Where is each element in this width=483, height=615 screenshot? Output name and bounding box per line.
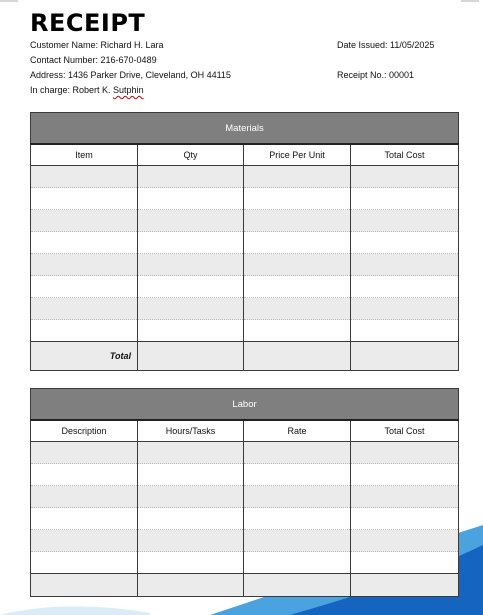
labor-cell[interactable] [351, 486, 459, 508]
materials-row [31, 320, 459, 342]
materials-cell[interactable] [244, 166, 351, 188]
labor-cell[interactable] [31, 442, 138, 464]
labor-cell[interactable] [244, 442, 351, 464]
customer-name: Customer Name: Richard H. Lara [30, 40, 164, 50]
labor-cell[interactable] [138, 530, 244, 552]
labor-cell[interactable] [351, 508, 459, 530]
address: Address: 1436 Parker Drive, Cleveland, OH 44115 [30, 70, 231, 80]
labor-cell[interactable] [31, 530, 138, 552]
materials-cell[interactable] [138, 276, 244, 298]
materials-cell[interactable] [244, 188, 351, 210]
materials-cell[interactable] [351, 298, 459, 320]
materials-col-qty: Qty [138, 144, 244, 166]
materials-cell[interactable] [351, 276, 459, 298]
labor-cell[interactable] [244, 530, 351, 552]
materials-cell[interactable] [31, 210, 138, 232]
labor-cell[interactable] [138, 508, 244, 530]
labor-row [31, 552, 459, 574]
labor-col-description: Description [31, 420, 138, 442]
materials-col-total-cost: Total Cost [351, 144, 459, 166]
materials-cell[interactable] [31, 188, 138, 210]
labor-cell[interactable] [351, 574, 459, 597]
labor-col-rate: Rate [244, 420, 351, 442]
labor-col-hours-tasks: Hours/Tasks [138, 420, 244, 442]
materials-row [31, 254, 459, 276]
materials-total-qty-cell[interactable] [138, 342, 244, 371]
materials-cell[interactable] [31, 320, 138, 342]
materials-cell[interactable] [351, 232, 459, 254]
materials-cell[interactable] [31, 298, 138, 320]
materials-cell[interactable] [31, 254, 138, 276]
materials-cell[interactable] [138, 188, 244, 210]
materials-row [31, 188, 459, 210]
receipt-number: Receipt No.: 00001 [337, 70, 415, 80]
labor-row [31, 486, 459, 508]
labor-row [31, 530, 459, 552]
materials-row [31, 210, 459, 232]
labor-cell[interactable] [138, 552, 244, 574]
labor-row [31, 508, 459, 530]
labor-cell[interactable] [138, 486, 244, 508]
materials-total-row [31, 342, 459, 371]
materials-cell[interactable] [351, 188, 459, 210]
in-charge-prefix: In charge: Robert K. [30, 85, 114, 95]
labor-cell[interactable] [351, 464, 459, 486]
labor-cell[interactable] [244, 486, 351, 508]
materials-cell[interactable] [138, 320, 244, 342]
labor-row-last [31, 574, 459, 597]
materials-total-label: Total [31, 342, 138, 371]
labor-section-title: Labor [31, 389, 459, 421]
materials-cell[interactable] [351, 320, 459, 342]
wave-pale [0, 606, 150, 615]
materials-cell[interactable] [244, 298, 351, 320]
in-charge-surname: Sutphin [113, 85, 144, 95]
materials-cell[interactable] [31, 276, 138, 298]
labor-col-total-cost: Total Cost [351, 420, 459, 442]
materials-cell[interactable] [351, 210, 459, 232]
contact-number: Contact Number: 216-670-0489 [30, 55, 157, 65]
materials-cell[interactable] [244, 232, 351, 254]
labor-cell[interactable] [244, 464, 351, 486]
materials-cell[interactable] [138, 254, 244, 276]
materials-cell[interactable] [244, 320, 351, 342]
materials-row [31, 276, 459, 298]
materials-cell[interactable] [138, 232, 244, 254]
materials-cell[interactable] [138, 210, 244, 232]
labor-cell[interactable] [31, 464, 138, 486]
in-charge [30, 84, 144, 96]
labor-cell[interactable] [31, 574, 138, 597]
materials-cell[interactable] [138, 298, 244, 320]
labor-row [31, 464, 459, 486]
labor-cell[interactable] [31, 508, 138, 530]
materials-cell[interactable] [351, 166, 459, 188]
labor-cell[interactable] [138, 464, 244, 486]
materials-cell[interactable] [31, 232, 138, 254]
date-issued: Date Issued: 11/05/2025 [337, 40, 435, 50]
labor-cell[interactable] [351, 530, 459, 552]
materials-row [31, 166, 459, 188]
labor-cell[interactable] [31, 486, 138, 508]
page-corner-mark-left [0, 0, 18, 2]
labor-row [31, 442, 459, 464]
materials-section-title: Materials [31, 113, 459, 145]
materials-row [31, 232, 459, 254]
page-corner-mark-right [461, 0, 479, 2]
materials-cell[interactable] [351, 254, 459, 276]
receipt-title: RECEIPT [30, 9, 146, 37]
labor-cell[interactable] [244, 552, 351, 574]
labor-table [30, 388, 459, 597]
materials-table [30, 112, 459, 371]
materials-total-cost-cell[interactable] [351, 342, 459, 371]
labor-cell[interactable] [138, 442, 244, 464]
labor-cell[interactable] [244, 508, 351, 530]
materials-cell[interactable] [138, 166, 244, 188]
materials-cell[interactable] [244, 254, 351, 276]
labor-cell[interactable] [351, 552, 459, 574]
materials-col-item: Item [31, 144, 138, 166]
materials-cell[interactable] [31, 166, 138, 188]
labor-cell[interactable] [351, 442, 459, 464]
materials-col-price-per-unit: Price Per Unit [244, 144, 351, 166]
labor-cell[interactable] [138, 574, 244, 597]
materials-cell[interactable] [244, 276, 351, 298]
labor-cell[interactable] [244, 574, 351, 597]
materials-cell[interactable] [244, 210, 351, 232]
materials-row [31, 298, 459, 320]
materials-total-price-cell[interactable] [244, 342, 351, 371]
labor-cell[interactable] [31, 552, 138, 574]
